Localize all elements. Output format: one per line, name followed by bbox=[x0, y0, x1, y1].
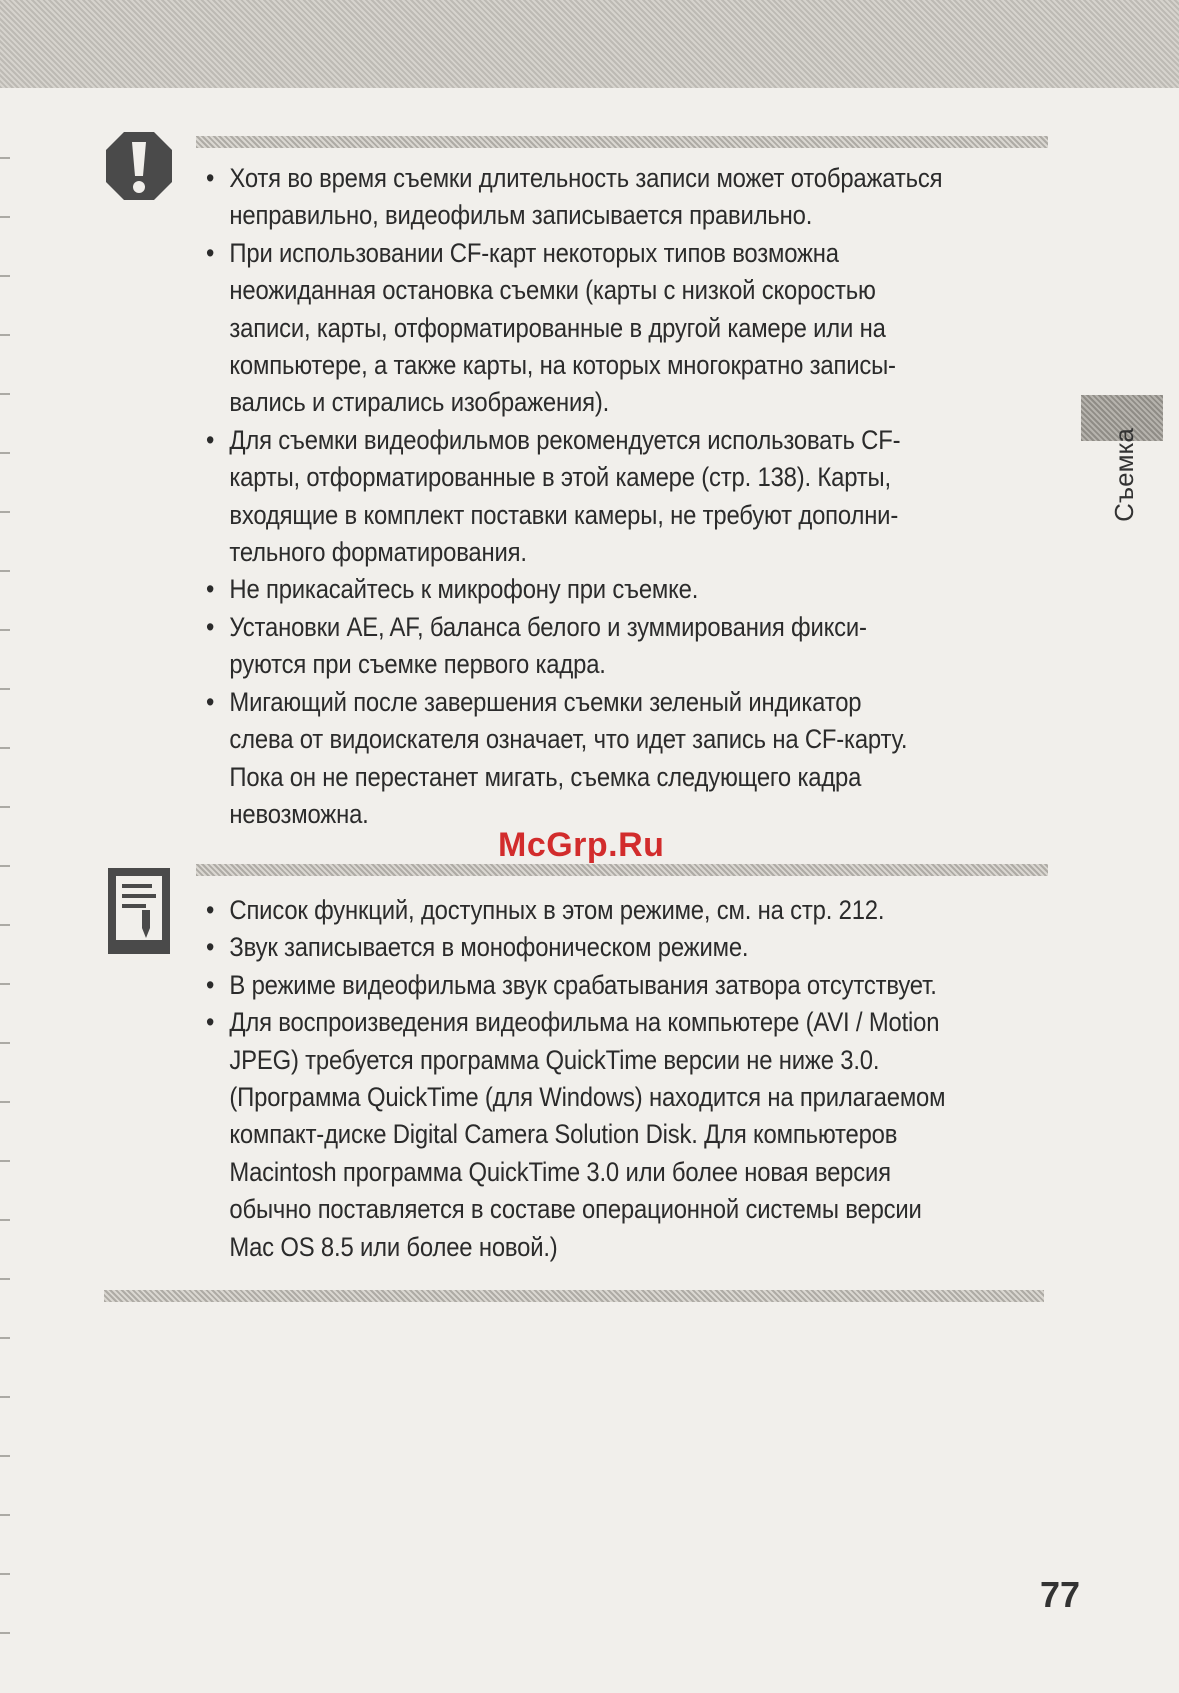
list-item-text: Для воспроизведения видеофильма на компьютере (AVI / Motion JPEG) требуется программа QuickTime версии не ниже 3.0. (Программа QuickTime (для Windows) находится на прилагаемом компакт-диске Digital Camera Solution Disk. Для компьютеров Macintosh программа QuickTime 3.0 или более новая версия обычно поставляется в составе операционной системы версии Mac OS 8.5 или более новой.) bbox=[229, 1007, 946, 1262]
exclamation-icon bbox=[104, 130, 174, 202]
caution-list bbox=[206, 160, 1106, 833]
watermark-text: McGrp.Ru bbox=[498, 826, 665, 864]
page-edge-marks bbox=[0, 100, 10, 1660]
list-item bbox=[206, 929, 1106, 966]
section-tab-label: Съемка bbox=[1109, 428, 1139, 522]
note-rule bbox=[196, 864, 1048, 876]
page-number: 77 bbox=[1040, 1574, 1081, 1615]
list-item bbox=[206, 684, 1106, 834]
list-item-text: Не прикасайтесь к микрофону при съемке. bbox=[229, 574, 699, 605]
header-band bbox=[0, 0, 1179, 88]
caution-rule bbox=[196, 136, 1048, 148]
list-item-text: Список функций, доступных в этом режиме, см. на стр. 212. bbox=[229, 895, 885, 925]
list-item bbox=[206, 609, 1106, 684]
list-item bbox=[206, 967, 1106, 1004]
list-item-text: Звук записывается в монофоническом режиме. bbox=[229, 932, 749, 963]
note-list bbox=[206, 892, 1106, 1266]
list-item bbox=[206, 892, 1106, 929]
list-item-text: Для съемки видеофильмов рекомендуется использовать CF- карты, отформатированные в этой камере (стр. 138). Карты, входящие в комплект поставки камеры, не требуют дополни- тельного форматирования. bbox=[229, 424, 901, 568]
section-end-rule bbox=[104, 1290, 1044, 1302]
list-item-text: При использовании CF-карт некоторых типов возможна неожиданная остановка съемки (карты с низкой скоростью записи, карты, отформатированные в другой камере или на компьютере, а также карты, на которых многократно записы- вались и стирались изображения). bbox=[229, 237, 896, 418]
memo-icon bbox=[106, 866, 172, 956]
list-item-text: В режиме видеофильма звук срабатывания затвора отсутствует. bbox=[229, 969, 937, 1000]
list-item bbox=[206, 422, 1106, 572]
list-item bbox=[206, 235, 1106, 422]
list-item bbox=[206, 1004, 1106, 1266]
list-item-text: Хотя во время съемки длительность записи может отображаться неправильно, видеофильм записывается правильно. bbox=[229, 163, 943, 231]
list-item-text: Установки AE, AF, баланса белого и зуммирования фикси- руются при съемке первого кадра. bbox=[229, 611, 867, 680]
list-item-text: Мигающий после завершения съемки зеленый индикатор слева от видоискателя означает, что идет запись на CF-карту. Пока он не перестанет мигать, съемка следующего кадра невозможна. bbox=[229, 686, 908, 829]
list-item bbox=[206, 571, 1106, 608]
list-item bbox=[206, 160, 1106, 235]
